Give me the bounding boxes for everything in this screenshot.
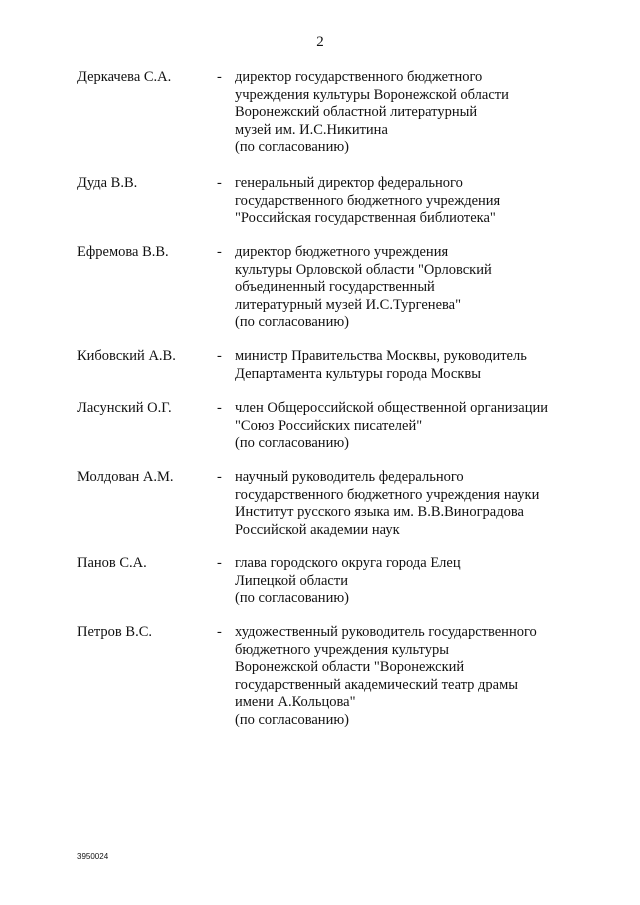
dash-separator: - — [217, 555, 222, 571]
member-name: Дуда В.В. — [77, 175, 138, 191]
position-line: "Российская государственная библиотека" — [235, 210, 496, 226]
dash-separator: - — [217, 244, 222, 260]
position-line: "Союз Российских писателей" — [235, 417, 423, 434]
member-position — [235, 400, 575, 453]
member-name: Деркачева С.А. — [77, 69, 172, 85]
dash-separator: - — [217, 400, 222, 416]
position-line: учреждения культуры Воронежской области — [235, 86, 509, 103]
position-line: (по согласованию) — [235, 711, 349, 728]
position-line: государственный академический театр драмы — [235, 676, 518, 693]
position-line: государственного бюджетного учреждения науки — [235, 486, 540, 503]
member-position — [235, 175, 575, 228]
position-line: директор бюджетного учреждения — [235, 244, 449, 260]
position-line: культуры Орловской области "Орловский — [235, 261, 492, 278]
dash-separator: - — [217, 175, 222, 191]
member-position — [235, 348, 575, 383]
member-position — [235, 469, 575, 539]
position-line: Департамента культуры города Москвы — [235, 365, 481, 382]
member-position — [235, 624, 575, 729]
member-name: Петров В.С. — [77, 624, 152, 640]
member-name: Панов С.А. — [77, 555, 147, 571]
position-line: государственного бюджетного учреждения — [235, 192, 501, 209]
member-position — [235, 244, 575, 332]
position-line: Российской академии наук — [235, 521, 400, 538]
position-line: литературный музей И.С.Тургенева" — [235, 296, 462, 313]
position-line: глава городского округа города Елец — [235, 555, 461, 571]
position-line: (по согласованию) — [235, 314, 349, 330]
member-name: Ласунский О.Г. — [77, 400, 172, 416]
member-name: Ефремова В.В. — [77, 244, 169, 260]
position-line: музей им. И.С.Никитина — [235, 121, 388, 138]
member-name: Кибовский А.В. — [77, 348, 176, 364]
position-line: генеральный директор федерального — [235, 175, 463, 191]
document-code: 3950024 — [77, 852, 109, 861]
position-line: объединенный государственный — [235, 279, 435, 295]
position-line: Липецкой области — [235, 572, 348, 589]
position-line: имени А.Кольцова" — [235, 694, 356, 710]
position-line: Институт русского языка им. В.В.Виноградова — [235, 504, 524, 520]
position-line: научный руководитель федерального — [235, 469, 464, 485]
dash-separator: - — [217, 469, 222, 485]
position-line: бюджетного учреждения культуры — [235, 641, 449, 658]
dash-separator: - — [217, 69, 222, 85]
position-line: Воронежской области "Воронежский — [235, 659, 465, 675]
position-line: (по согласованию) — [235, 435, 349, 451]
member-position — [235, 555, 575, 608]
position-line: Воронежский областной литературный — [235, 104, 478, 120]
position-line: директор государственного бюджетного — [235, 69, 483, 85]
member-name: Молдован А.М. — [77, 469, 174, 485]
position-line: член Общероссийской общественной организации — [235, 400, 548, 416]
page-number: 2 — [316, 34, 324, 50]
position-line: художественный руководитель государственного — [235, 624, 537, 640]
position-line: министр Правительства Москвы, руководитель — [235, 348, 527, 364]
position-line: (по согласованию) — [235, 590, 349, 606]
position-line: (по согласованию) — [235, 139, 349, 155]
dash-separator: - — [217, 348, 222, 364]
member-position — [235, 69, 575, 157]
dash-separator: - — [217, 624, 222, 640]
